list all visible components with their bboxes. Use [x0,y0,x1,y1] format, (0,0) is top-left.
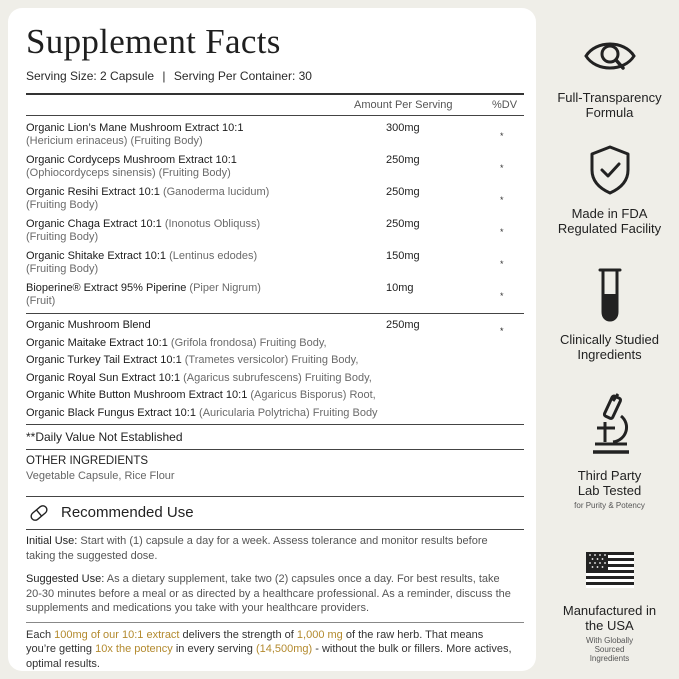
feature-title: Full-Transparency [557,90,662,105]
ingredient-dv: * [500,259,504,269]
test-tube-icon [595,266,625,324]
serving-per-container: Serving Per Container: 30 [173,69,312,83]
ingredient-amount: 250mg [386,186,420,198]
feature-transparency [540,32,679,120]
other-ingredients [26,450,520,496]
feature-title: Manufactured in [562,603,657,618]
blend-item: Organic Maitake Extract 10:1 (Grifola frondosa) Fruiting Body, [26,336,327,349]
page-title: Supplement Facts [26,22,281,61]
ingredient-dv: * [500,291,504,301]
feature-title: Third Party [577,468,642,483]
serving-size: Serving Size: 2 Capsule [26,69,155,83]
suggested-use: Suggested Use: As a dietary supplement, take two (2) capsules once a day. For best results, take 20-30 minutes before a meal or as directed by a healthcare professional. As a reminder, discuss the supplements and medications you take with your healthcare providers. [26,573,511,614]
recommended-use-header [26,502,520,526]
feature-usa [540,552,679,663]
feature-title: Lab Tested [577,483,642,498]
ingredient-dv: * [500,131,504,141]
blend-item: Organic White Button Mushroom Extract 10:1 (Agaricus Bisporus) Root, [26,389,376,401]
features-column [540,0,679,679]
ingredient-name: Organic Chaga Extract 10:1 [26,218,162,230]
ingredient-row [26,280,520,312]
ingredient-row [26,120,520,152]
blend-name: Organic Mushroom Blend [26,319,151,331]
ingredient-dv: * [500,163,504,173]
ingredient-amount: 250mg [386,154,420,166]
ingredient-detail: (Fruiting Body) [26,263,99,275]
serving-separator: | [162,69,166,83]
potency-statement: Each 100mg of our 10:1 extract delivers the strength of 1,000 mg of the raw herb. That means you’re getting 10x the potency in every serving (14,500mg) - without the bulk or fillers. More actives, optimal results. [26,628,512,670]
recommended-title-divider [26,529,524,530]
ingredient-name: Bioperine® Extract 95% Piperine [26,282,187,294]
ingredient-name: Organic Shitake Extract 10:1 [26,250,167,262]
feature-title: Clinically Studied [560,332,659,347]
ingredient-row [26,248,520,280]
ingredient-detail: (Ophiocordyceps sinensis) (Fruiting Body) [26,167,231,179]
ingredient-row [26,216,520,248]
feature-title: Made in FDA [571,206,648,221]
feature-lab-tested [540,392,679,510]
ingredient-amount: 250mg [386,218,420,230]
ingredient-latin: (Lentinus edodes) [169,250,258,262]
ingredient-latin: (Piper Nigrum) [189,282,261,294]
blend-amount: 250mg [386,319,420,331]
table-header [26,95,520,115]
blend-item: Organic Turkey Tail Extract 10:1 (Trametes versicolor) Fruiting Body, [26,354,359,366]
ingredient-detail: (Fruit) [26,295,56,307]
feature-title: the USA [585,618,634,633]
ingredient-list [26,116,520,312]
blend-item: Organic Black Fungus Extract 10:1 (Auricularia Polytricha) Fruiting Body [26,406,378,419]
capsule-icon [28,503,50,523]
ingredient-dv: * [500,227,504,237]
daily-value-note: **Daily Value Not Established [26,430,183,444]
amount-column-header: Amount Per Serving [354,99,453,111]
ingredient-dv: * [500,195,504,205]
ingredient-row [26,152,520,184]
ingredient-detail: (Hericium erinaceus) (Fruiting Body) [26,135,203,147]
other-ingredients-heading: OTHER INGREDIENTS [26,455,149,467]
ingredient-name: Organic Lion’s Mane Mushroom Extract 10:1 [26,122,244,134]
potency-divider [26,622,524,623]
shield-check-icon [586,144,634,196]
ingredient-detail: (Fruiting Body) [26,231,99,243]
ingredient-amount: 150mg [386,250,420,262]
ingredient-latin: (Ganoderma lucidum) [162,186,270,198]
us-flag-icon [586,552,634,588]
supplement-facts-card [8,8,536,671]
feature-title: Regulated Facility [557,221,662,236]
ingredient-row [26,184,520,216]
blend-dv: * [500,326,504,336]
feature-fda [540,144,679,236]
ingredient-name: Organic Cordyceps Mushroom Extract 10:1 [26,154,237,166]
microscope-icon [585,392,635,458]
ingredient-name: Organic Resihi Extract 10:1 [26,186,160,198]
feature-title: Formula [585,105,634,120]
feature-clinical [540,266,679,362]
other-ingredients-value: Vegetable Capsule, Rice Flour [26,470,175,482]
feature-subtitle: With Globally Sourced Ingredients [585,636,634,663]
recommended-divider [26,496,524,497]
ingredient-detail: (Fruiting Body) [26,199,99,211]
initial-use: Initial Use: Start with (1) capsule a day for a week. Assess tolerance and monitor results before taking the suggested dose. [26,535,488,562]
eye-magnifier-icon [582,32,638,82]
recommended-use-title: Recommended Use [61,504,194,521]
mushroom-blend [26,314,520,424]
feature-subtitle: for Purity & Potency [574,501,645,510]
ingredient-amount: 10mg [386,282,414,294]
feature-title: Ingredients [577,347,642,362]
serving-info [26,69,520,85]
ingredient-amount: 300mg [386,122,420,134]
ingredient-latin: (Inonotus Obliquss) [164,218,261,230]
dv-column-header: %DV [492,99,518,111]
blend-item: Organic Royal Sun Extract 10:1 (Agaricus subrufescens) Fruiting Body, [26,371,372,384]
